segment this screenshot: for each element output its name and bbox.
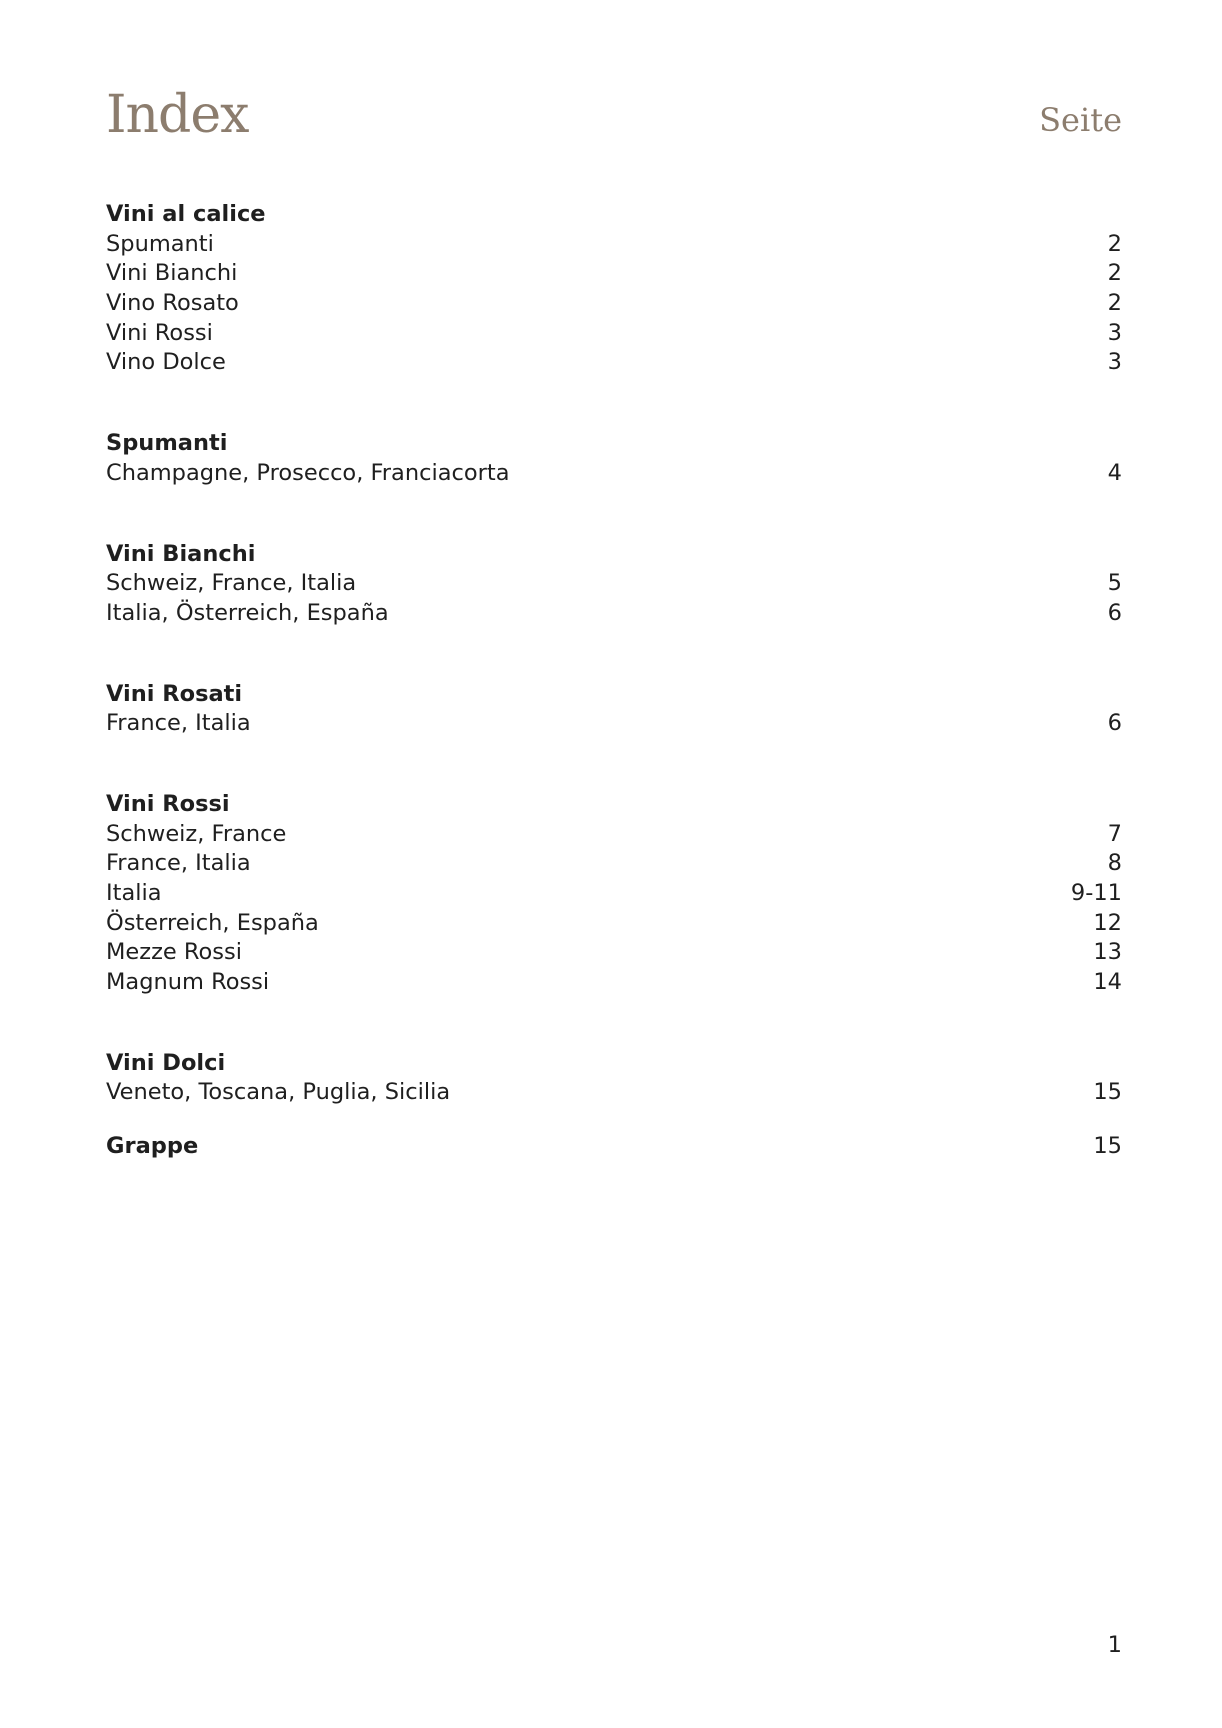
- toc-entry: [106, 319, 1122, 349]
- toc-entry-page: 15: [1093, 1079, 1122, 1106]
- toc-section-heading: [106, 1049, 1122, 1079]
- toc-section: [106, 680, 1122, 739]
- page-title: Index: [106, 85, 249, 145]
- toc-section: [106, 540, 1122, 629]
- toc-section-heading: [106, 790, 1122, 820]
- toc-entry-page: 4: [1107, 459, 1122, 486]
- toc-entry-page: 2: [1107, 260, 1122, 287]
- toc-entry: [106, 879, 1122, 909]
- toc-entry: [106, 569, 1122, 599]
- toc-entry-page: 2: [1107, 230, 1122, 257]
- toc-entry: [106, 1078, 1122, 1108]
- toc-entry: [106, 459, 1122, 489]
- toc-entry: [106, 909, 1122, 939]
- toc-entry: [106, 709, 1122, 739]
- toc-entry-label: France, Italia: [106, 710, 251, 737]
- toc-entry-page: 9-11: [1070, 880, 1122, 906]
- toc-entry-page: 5: [1107, 570, 1122, 597]
- toc-entry-label: Italia, Österreich, España: [106, 599, 389, 626]
- table-of-contents: [106, 200, 1122, 1162]
- toc-section: [106, 1049, 1122, 1108]
- toc-section-heading: [106, 680, 1122, 710]
- toc-section-heading: [106, 200, 1122, 230]
- section-heading-label: Vini Rossi: [106, 790, 230, 817]
- toc-section-heading: [106, 540, 1122, 570]
- toc-entry-page: 14: [1093, 969, 1122, 996]
- toc-section: [106, 200, 1122, 378]
- toc-entry-label: Schweiz, France: [106, 820, 287, 847]
- toc-section-heading: [106, 429, 1122, 459]
- toc-entry-page: 7: [1107, 820, 1122, 847]
- toc-section: [106, 790, 1122, 998]
- toc-entry: [106, 599, 1122, 629]
- toc-section: [106, 429, 1122, 488]
- page-number: 1: [1107, 1632, 1122, 1658]
- toc-entry-label: France, Italia: [106, 850, 251, 877]
- section-heading-label: Spumanti: [106, 430, 228, 457]
- toc-entry: [106, 820, 1122, 850]
- toc-entry-label: Champagne, Prosecco, Franciacorta: [106, 459, 510, 486]
- toc-entry-page: 6: [1107, 710, 1122, 737]
- section-heading-label: Vini Rosati: [106, 680, 243, 707]
- toc-entry-label: Magnum Rossi: [106, 969, 270, 996]
- toc-entry-page: 8: [1107, 850, 1122, 877]
- toc-entry: [106, 348, 1122, 378]
- toc-entry-label: Vino Dolce: [106, 349, 226, 376]
- toc-entry-page: 2: [1107, 290, 1122, 317]
- toc-entry-page: 6: [1107, 599, 1122, 626]
- toc-entry-label: Vini Rossi: [106, 319, 213, 346]
- toc-entry: [106, 968, 1122, 998]
- toc-entry-page: 12: [1093, 909, 1122, 936]
- section-heading-label: Vini Dolci: [106, 1049, 226, 1076]
- section-heading-page: 15: [1093, 1133, 1122, 1160]
- toc-entry-label: Vini Bianchi: [106, 260, 238, 287]
- toc-section: [106, 1132, 1122, 1162]
- page-header: [106, 82, 1122, 152]
- page-column-label: Seite: [1039, 101, 1122, 139]
- toc-entry-label: Vino Rosato: [106, 290, 239, 317]
- toc-entry-page: 3: [1107, 349, 1122, 376]
- toc-entry-label: Mezze Rossi: [106, 939, 242, 966]
- toc-entry-label: Schweiz, France, Italia: [106, 570, 357, 597]
- toc-entry-page: 3: [1107, 319, 1122, 346]
- section-heading-label: Grappe: [106, 1133, 199, 1160]
- section-heading-label: Vini Bianchi: [106, 540, 256, 567]
- toc-entry: [106, 230, 1122, 260]
- toc-entry: [106, 849, 1122, 879]
- toc-entry: [106, 938, 1122, 968]
- toc-entry-page: 13: [1093, 939, 1122, 966]
- section-heading-label: Vini al calice: [106, 201, 266, 227]
- toc-entry-label: Österreich, España: [106, 909, 319, 936]
- toc-entry-label: Veneto, Toscana, Puglia, Sicilia: [106, 1079, 451, 1106]
- toc-entry-label: Italia: [106, 880, 162, 906]
- toc-entry: [106, 259, 1122, 289]
- toc-section-heading: [106, 1132, 1122, 1162]
- toc-entry: [106, 289, 1122, 319]
- toc-entry-label: Spumanti: [106, 230, 214, 257]
